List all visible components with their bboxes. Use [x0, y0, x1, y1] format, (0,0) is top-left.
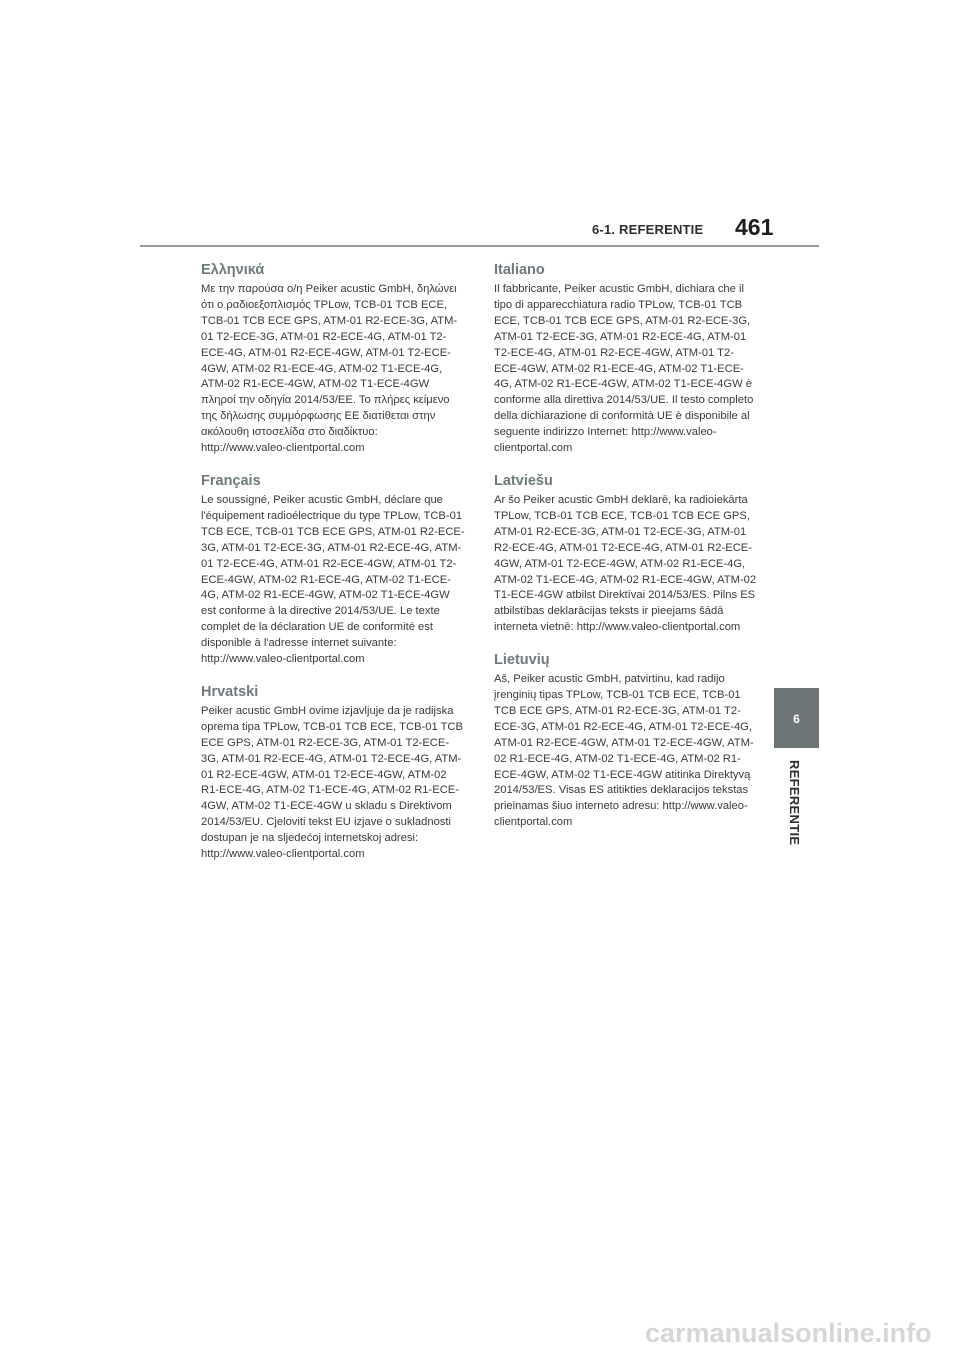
section-title: Latviešu: [494, 472, 553, 489]
chapter-tab-number: 6: [793, 712, 800, 726]
section-body: Ar šo Peiker acustic GmbH deklarē, ka radioiekārta TPLow, TCB-01 TCB ECE, TCB-01 TCB ECE GPS, ATM-01 R2-ECE-3G, ATM-01 T2-ECE-3G, ATM-01 R2-ECE-4G, ATM-01 T2-ECE-4G, ATM-01 R2-ECE-4GW, ATM-01 T2-ECE-4GW, ATM-02 R1-ECE-4G, ATM-02 T1-ECE-4G, ATM-02 R1-ECE-4GW, ATM-02 T1-ECE-4GW atbilst Direktīvai 2014/53/ES. Pilns ES atbilstības deklarācijas teksts ir pieejams šādā interneta vietnē: http://www.valeo-clientportal.com: [494, 493, 757, 634]
header-divider: [140, 245, 819, 247]
section-body: Le soussigné, Peiker acustic GmbH, déclare que l'équipement radioélectrique du type TPLow, TCB-01 TCB ECE, TCB-01 TCB ECE GPS, ATM-01 R2-ECE-3G, ATM-01 T2-ECE-3G, ATM-01 R2-ECE-4G, ATM-01 T2-ECE-4G, ATM-01 R2-ECE-4GW, ATM-01 T2-ECE-4GW, ATM-02 R1-ECE-4G, ATM-02 T1-ECE-4G, ATM-02 R1-ECE-4GW, ATM-02 T1-ECE-4GW est conforme à la directive 2014/53/UE. Le texte complet de la déclaration UE de conformité est disponible à l'adresse internet suivante: http://www.valeo-clientportal.com: [201, 493, 465, 666]
chapter-tab: [774, 688, 819, 748]
section-title: Ελληνικά: [201, 262, 265, 278]
section-italian: [494, 262, 759, 457]
section-body: Aš, Peiker acustic GmbH, patvirtinu, kad radijo įrenginių tipas TPLow, TCB-01 TCB ECE, TCB-01 TCB ECE GPS, ATM-01 R2-ECE-3G, ATM-01 T2-ECE-3G, ATM-01 R2-ECE-4G, ATM-01 T2-ECE-4G, ATM-01 R2-ECE-4GW, ATM-01 T2-ECE-4GW, ATM-02 R1-ECE-4G, ATM-02 T1-ECE-4G, ATM-02 R1-ECE-4GW, ATM-02 T1-ECE-4GW atitinka Direktyvą 2014/53/ES. Visas ES atitikties deklaracijos tekstas prieinamas šiuo interneto adresu: http://www.valeo-clientportal.com: [494, 673, 754, 829]
watermark: carmanualsonline.info: [645, 1318, 932, 1348]
section-title: Hrvatski: [201, 683, 259, 700]
chapter-tab-label: REFERENTIE: [787, 760, 802, 846]
section-croatian: [201, 684, 466, 863]
page-header: [592, 214, 782, 244]
section-body: Il fabbricante, Peiker acustic GmbH, dichiara che il tipo di apparecchiatura radio TPLow, TCB-01 TCB ECE, TCB-01 TCB ECE GPS, ATM-01 R2-ECE-3G, ATM-01 T2-ECE-3G, ATM-01 R2-ECE-4G, ATM-01 T2-ECE-4G, ATM-01 R2-ECE-4GW, ATM-01 T2-ECE-4GW, ATM-02 R1-ECE-4G, ATM-02 T1-ECE-4G, ATM-02 R1-ECE-4GW, ATM-02 T1-ECE-4GW è conforme alla direttiva 2014/53/UE. Il testo completo della dichiarazione di conformità UE è disponibile al seguente indirizzo Internet: http://www.valeo-clientportal.com: [494, 283, 754, 455]
right-column: [494, 262, 759, 847]
section-title: Lietuvių: [494, 652, 550, 669]
section-body: Με την παρούσα ο/η Peiker acustic GmbH, δηλώνει ότι ο ραδιοεξοπλισμός TPLow, TCB-01 TCB ECE, TCB-01 TCB ECE GPS, ATM-01 R2-ECE-3G, ATM-01 T2-ECE-3G, ATM-01 R2-ECE-4G, ATM-01 T2-ECE-4G, ATM-01 R2-ECE-4GW, ATM-01 T2-ECE-4GW, ATM-02 R1-ECE-4G, ATM-02 T1-ECE-4G, ATM-02 R1-ECE-4GW, ATM-02 T1-ECE-4GW πληροί την οδηγία 2014/53/ΕΕ. Το πλήρες κείμενο της δήλωσης συμμόρφωσης ΕΕ διατίθεται στην ακόλουθη ιστοσελίδα στο διαδίκτυο: http://www.valeo-clientportal.com: [201, 283, 458, 455]
section-title: Français: [201, 472, 261, 489]
section-greek: [201, 262, 466, 457]
section-latvian: [494, 473, 759, 636]
section-french: [201, 473, 466, 668]
section-lithuanian: [494, 652, 759, 831]
left-column: [201, 262, 466, 879]
chapter-title: 6-1. REFERENTIE: [592, 222, 704, 237]
page-number: 461: [735, 214, 774, 240]
section-title: Italiano: [494, 262, 545, 278]
section-body: Peiker acustic GmbH ovime izjavljuje da je radijska oprema tipa TPLow, TCB-01 TCB ECE, TCB-01 TCB ECE GPS, ATM-01 R2-ECE-3G, ATM-01 T2-ECE-3G, ATM-01 R2-ECE-4G, ATM-01 T2-ECE-4G, ATM-01 R2-ECE-4GW, ATM-01 T2-ECE-4GW, ATM-02 R1-ECE-4G, ATM-02 T1-ECE-4G, ATM-02 R1-ECE-4GW, ATM-02 T1-ECE-4GW u skladu s Direktivom 2014/53/EU. Cjeloviti tekst EU izjave o sukladnosti dostupan je na sljedećoj internetskoj adresi: http://www.valeo-clientportal.com: [201, 704, 463, 861]
